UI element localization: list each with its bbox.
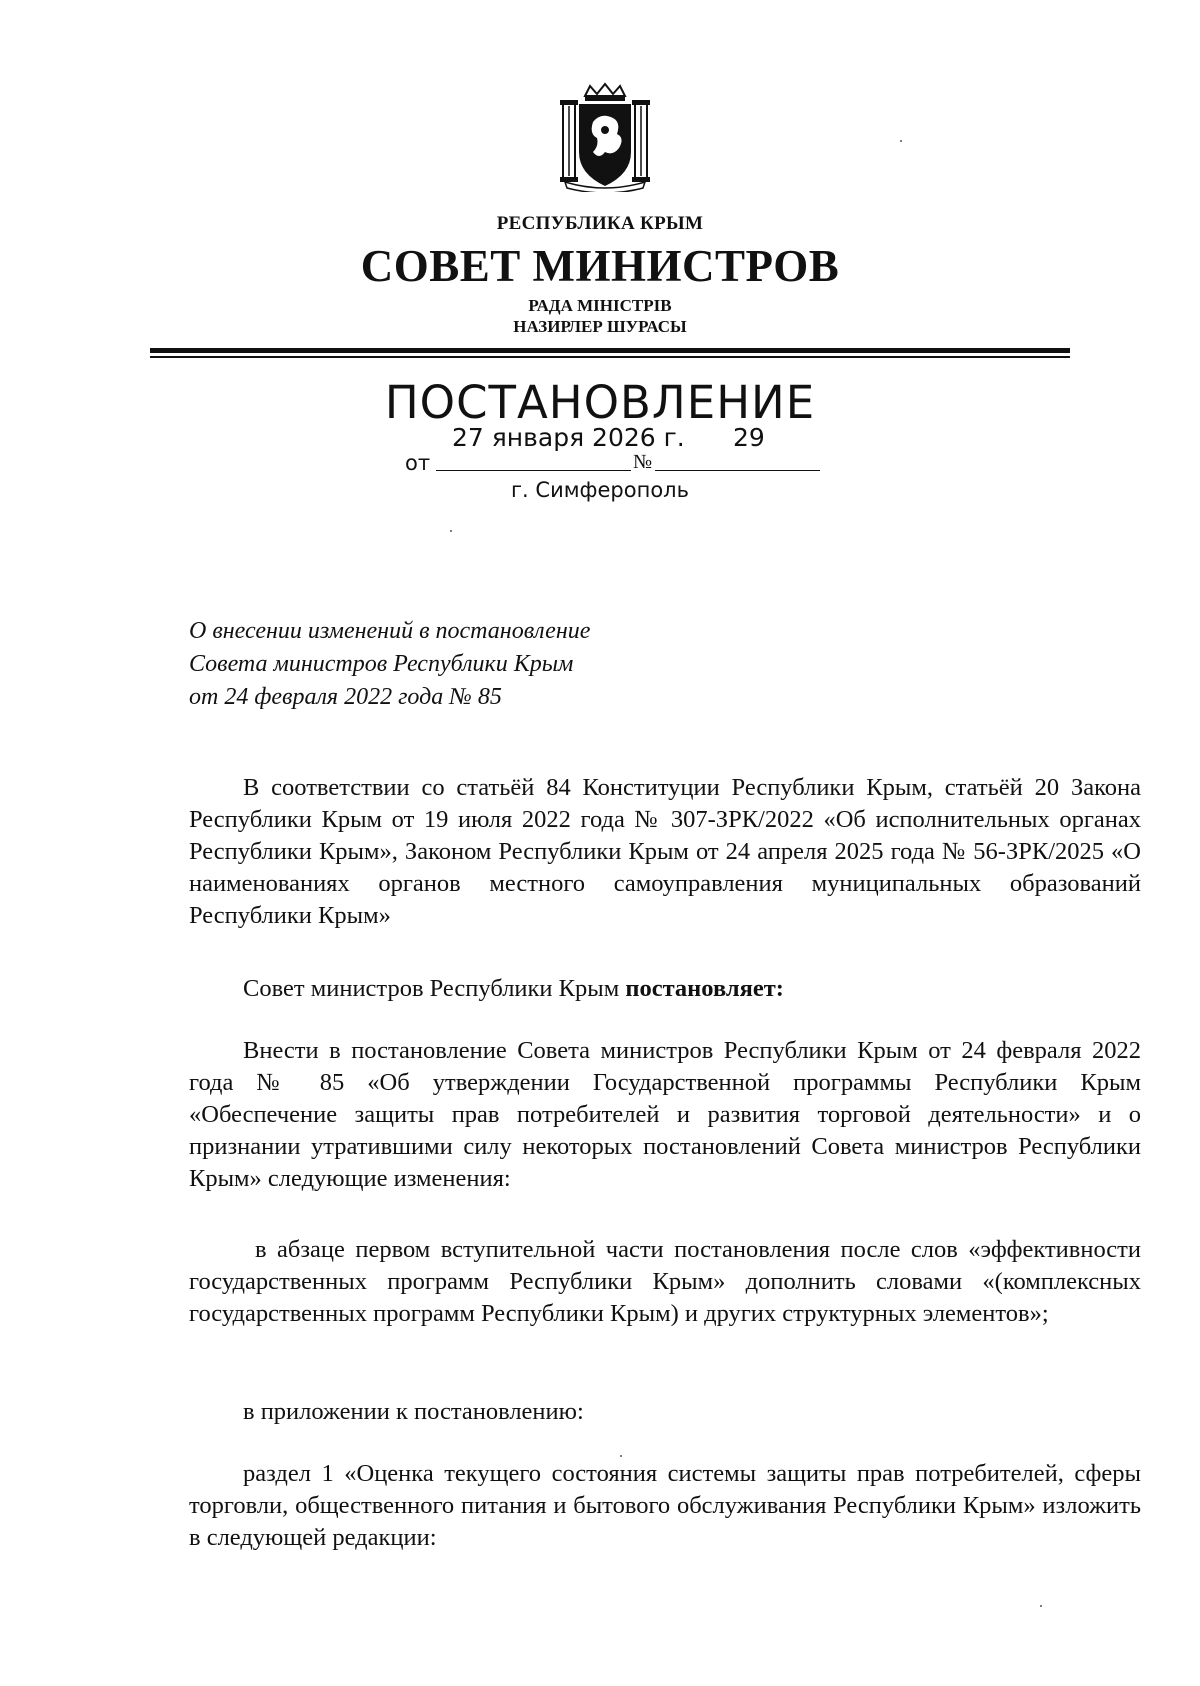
decree-date: 27 января 2026 г. bbox=[452, 423, 685, 452]
scan-speck bbox=[1040, 1605, 1042, 1607]
number-label: № bbox=[633, 451, 653, 473]
decree-title: ПОСТАНОВЛЕНИЕ bbox=[384, 376, 816, 429]
subject-line: от 24 февраля 2022 года № 85 bbox=[189, 684, 502, 710]
header-divider-thick bbox=[150, 348, 1070, 353]
header-divider-thin bbox=[150, 356, 1070, 358]
preamble-paragraph: В соответствии со статьёй 84 Конституции Республики Крым, статьёй 20 Закона Республики Крым от 19 июля 2022 года № 307-ЗРК/2022 «Об исполнительных органах Республики Крым», Законом Республики Крым от 24 апреля 2025 года № 56-ЗРК/2025 «О наименованиях органов местного самоуправления муниципальных образований Республики Крым» bbox=[189, 774, 1141, 929]
council-name-ukrainian: РАДА МІНІСТРІВ bbox=[528, 296, 672, 315]
subject-line: Совета министров Республики Крым bbox=[189, 651, 574, 677]
crimea-coat-of-arms-icon bbox=[555, 82, 655, 192]
section-paragraph: раздел 1 «Оценка текущего состояния системы защиты прав потребителей, сферы торговли, общественного питания и бытового обслуживания Республики Крым» изложить в следующей редакции: bbox=[189, 1460, 1141, 1551]
city-name: г. Симферополь bbox=[511, 478, 689, 502]
date-underline bbox=[436, 470, 631, 471]
date-label: от bbox=[405, 451, 431, 475]
number-underline bbox=[655, 470, 820, 471]
resolution-verb: постановляет: bbox=[625, 975, 784, 1002]
amendment-paragraph: Внести в постановление Совета министров Республики Крым от 24 февраля 2022 года № 85 «Об утверждении Государственной программы Республики Крым «Обеспечение защиты прав потребителей и развития торговой деятельности» и о признании утратившими силу некоторых постановлений Совета министров Республики Крым» следующие изменения: bbox=[189, 1037, 1141, 1192]
council-name-crimean-tatar: НАЗИРЛЕР ШУРАСЫ bbox=[513, 317, 687, 336]
decree-subject bbox=[189, 615, 709, 714]
decree-number: 29 bbox=[733, 423, 765, 452]
council-name: СОВЕТ МИНИСТРОВ bbox=[360, 241, 840, 291]
resolution-paragraph bbox=[189, 973, 1141, 1005]
scan-speck bbox=[900, 140, 902, 142]
subject-line: О внесении изменений в постановление bbox=[189, 618, 591, 644]
amendment-item-paragraph: в абзаце первом вступительной части постановления после слов «эффективности государственных программ Республики Крым» дополнить словами «(комплексных государственных программ Республики Крым) и других структурных элементов»; bbox=[189, 1236, 1141, 1327]
appendix-paragraph: в приложении к постановлению: bbox=[243, 1398, 584, 1425]
republic-name: РЕСПУБЛИКА КРЫМ bbox=[496, 213, 704, 234]
resolution-lead: Совет министров Республики Крым bbox=[243, 975, 626, 1002]
scan-speck bbox=[620, 1455, 622, 1457]
scan-speck bbox=[450, 530, 452, 532]
